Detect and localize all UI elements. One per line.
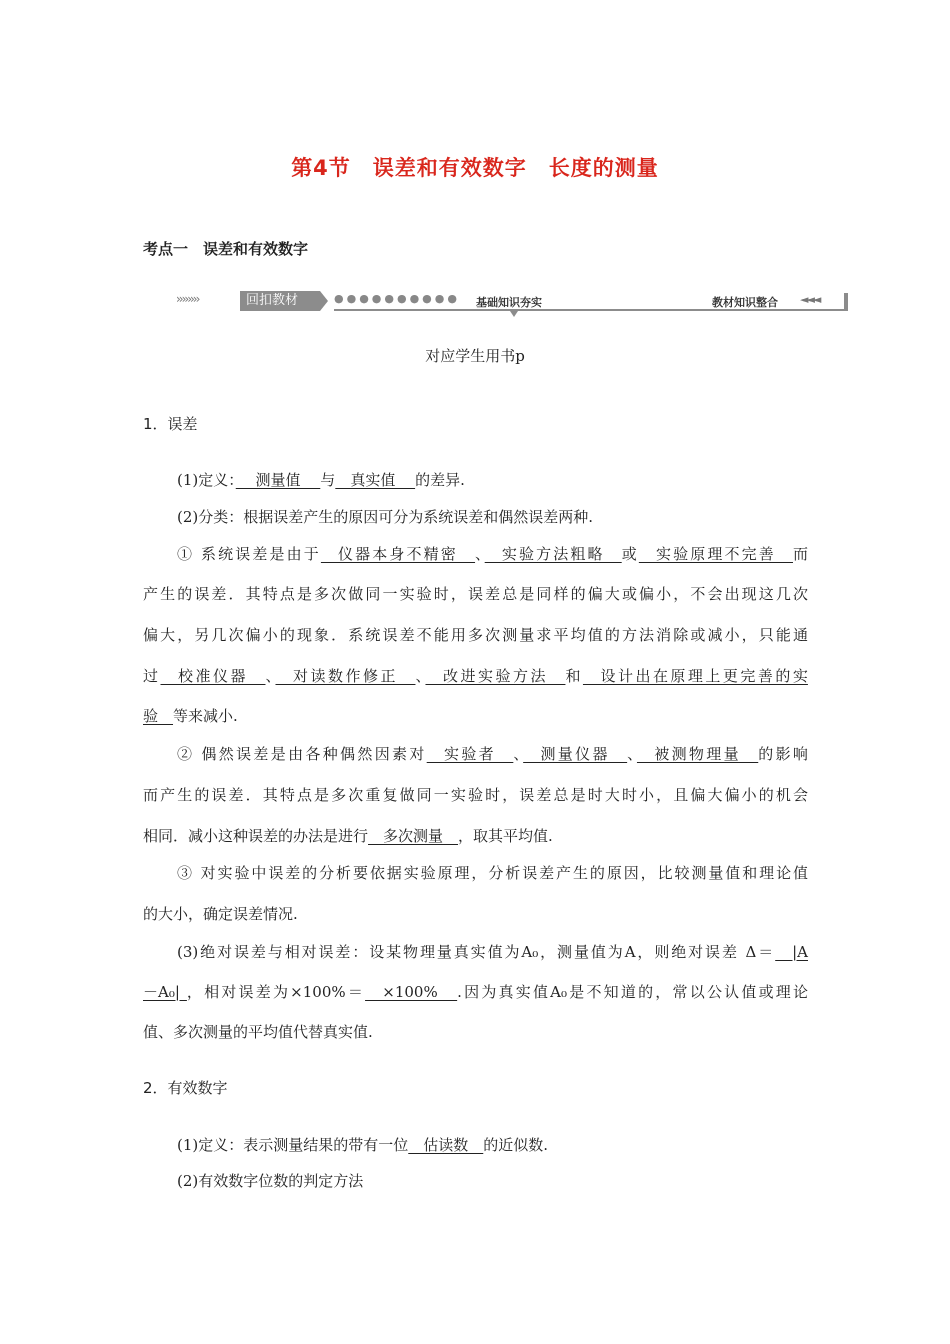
para-abs-error-line2: －A₀| ，相对误差为×100%＝ ×100% .因为真实值A₀是不知道的，常以公认值或理论 — [143, 983, 809, 1001]
blank-answer: 真实值 — [335, 471, 416, 489]
para-abs-error-line3: 值、多次测量的平均值代替真实值. — [143, 1023, 373, 1041]
para-sig-judge: (2)有效数字位数的判定方法 — [177, 1172, 364, 1190]
section-banner — [176, 291, 848, 311]
blank-answer: 实验方法粗略 — [484, 545, 622, 563]
page-title: 第4节 误差和有效数字 长度的测量 — [291, 156, 659, 180]
banner-right-label: 教材知识整合 — [712, 296, 778, 309]
dots-decoration-icon: ●●●●●●●●●● — [334, 292, 460, 305]
para-random-line1: ② 偶然误差是由各种偶然因素对 实验者 、 测量仪器 、 被测物理量 的影响 — [177, 745, 808, 763]
blank-answer: 测量值 — [235, 471, 321, 489]
heading-significant-figures: 2．有效数字 — [143, 1079, 228, 1097]
chevrons-right-icon: ›››››››› — [176, 292, 199, 306]
para-systematic-line4: 过 校准仪器 、 对读数作修正 、 改进实验方法 和 设计出在原理上更完善的实 — [143, 667, 808, 685]
para-definition: (1)定义： 测量值 与 真实值 的差异. — [177, 471, 465, 489]
blank-answer: 设计出在原理上更完善的实 — [582, 667, 808, 685]
para-systematic-line3: 偏大，另几次偏小的现象．系统误差不能用多次测量求平均值的方法消除或减小，只能通 — [143, 626, 808, 644]
heading-errors: 1．误差 — [143, 415, 198, 433]
para-abs-error-line1: (3)绝对误差与相对误差：设某物理量真实值为A₀，测量值为A，则绝对误差 Δ＝ |A — [177, 943, 808, 961]
blank-answer: 验 — [143, 707, 174, 725]
blank-answer: 估读数 — [408, 1136, 484, 1154]
section-heading: 考点一 误差和有效数字 — [143, 240, 309, 258]
blank-answer: 校准仪器 — [160, 667, 266, 685]
arrows-left-icon: ◄◄◄ — [800, 293, 820, 306]
blank-answer: 实验原理不完善 — [638, 545, 793, 563]
banner-mid-label: 基础知识夯实 — [476, 296, 542, 309]
para-sig-definition: (1)定义：表示测量结果的带有一位 估读数 的近似数. — [177, 1136, 549, 1154]
banner-end-bar — [844, 293, 848, 311]
caret-down-icon — [510, 311, 518, 317]
blank-answer: 对读数作修正 — [275, 667, 416, 685]
tag-arrow-icon — [320, 291, 328, 311]
banner-tag: 回扣教材 — [240, 291, 320, 311]
blank-answer: －A₀| — [143, 983, 187, 1001]
blank-answer: 改进实验方法 — [425, 667, 566, 685]
blank-answer: |A — [775, 943, 808, 961]
blank-answer: 仪器本身不精密 — [320, 545, 476, 563]
reference-line: 对应学生用书p — [425, 347, 525, 365]
para-analysis-line2: 的大小，确定误差情况. — [143, 905, 298, 923]
blank-answer: 实验者 — [426, 745, 514, 763]
para-random-line3: 相同．减小这种误差的办法是进行 多次测量 ，取其平均值. — [143, 827, 553, 845]
blank-answer: 被测物理量 — [636, 745, 759, 763]
para-systematic-line5: 验 等来减小. — [143, 707, 238, 725]
para-classification: (2)分类：根据误差产生的原因可分为系统误差和偶然误差两种. — [177, 508, 594, 526]
para-random-line2: 而产生的误差．其特点是多次重复做同一实验时，误差总是时大时小，且偏大偏小的机会 — [143, 786, 808, 804]
para-analysis-line1: ③ 对实验中误差的分析要依据实验原理，分析误差产生的原因，比较测量值和理论值 — [177, 864, 808, 882]
blank-answer: 多次测量 — [368, 827, 459, 845]
blank-answer: 测量仪器 — [523, 745, 628, 763]
para-systematic-line1: ① 系统误差是由于 仪器本身不精密 、 实验方法粗略 或 实验原理不完善 而 — [177, 545, 808, 563]
blank-answer: ×100% — [365, 983, 458, 1001]
para-systematic-line2: 产生的误差．其特点是多次做同一实验时，误差总是同样的偏大或偏小，不会出现这几次 — [143, 585, 808, 603]
